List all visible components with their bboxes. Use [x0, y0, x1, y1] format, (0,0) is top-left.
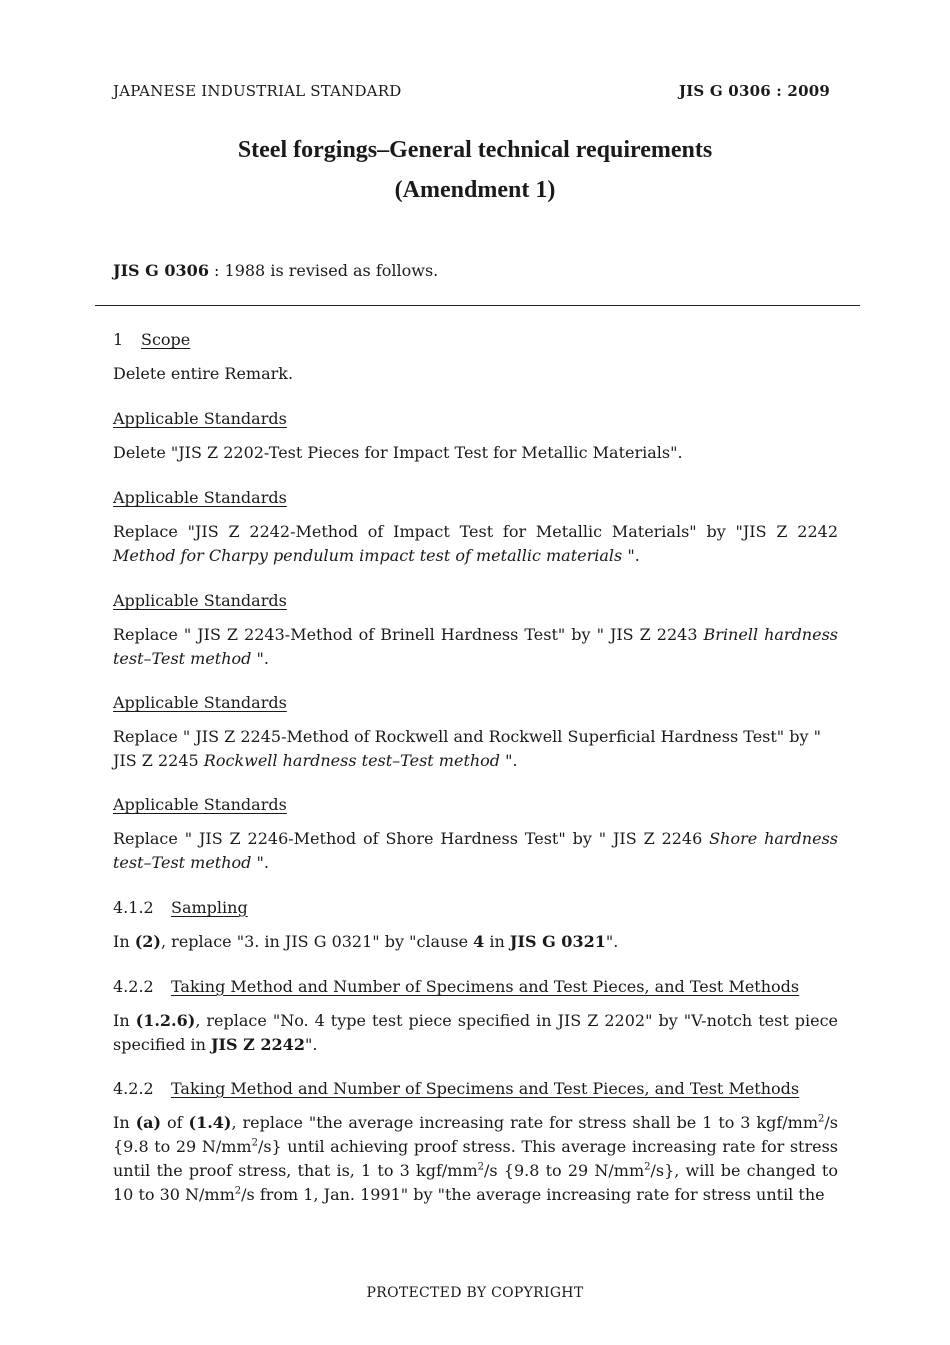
intro-text: : 1988 is revised as follows.	[208, 261, 439, 280]
section-number: 4.1.2	[113, 898, 154, 917]
text-run: In	[113, 932, 135, 951]
text-run: ".	[622, 546, 640, 565]
section-applicable-standards-5	[113, 793, 838, 875]
text-bold: (1.4)	[188, 1113, 232, 1132]
section-taking-method-1	[113, 975, 838, 1057]
intro-code: JIS G 0306	[113, 261, 209, 280]
text-run: of	[161, 1113, 189, 1132]
text-run: ".	[605, 932, 619, 951]
text-bold: (2)	[134, 932, 161, 951]
section-title: Scope	[141, 330, 191, 349]
section-number: 4.2.2	[113, 977, 154, 996]
section-title: Applicable Standards	[113, 795, 287, 814]
text-run: /s} until achieving proof stress. This average increasing rate for stress until the proof stress, that is, 1 to 3 kgf/mm	[113, 1137, 838, 1180]
copyright-footer: PROTECTED BY COPYRIGHT	[366, 1285, 584, 1301]
section-title: Taking Method and Number of Specimens and Test Pieces, and Test Methods	[171, 977, 800, 996]
section-text	[113, 623, 838, 671]
section-title: Applicable Standards	[113, 488, 287, 507]
text-run: /s}, will be changed to 10 to 30 N/mm	[113, 1161, 838, 1204]
section-scope	[113, 328, 838, 386]
standard-type-label: JAPANESE INDUSTRIAL STANDARD	[113, 82, 402, 100]
text-bold: JIS Z 2242	[210, 1035, 305, 1054]
text-run: Replace " JIS Z 2245-Method of Rockwell and Rockwell Superficial Hardness Test" by " JIS Z 2245	[113, 727, 821, 770]
text-run: In	[113, 1011, 136, 1030]
text-run: Replace " JIS Z 2246-Method of Shore Hardness Test" by " JIS Z 2246	[113, 829, 710, 848]
intro-statement	[113, 261, 438, 280]
section-number: 4.2.2	[113, 1079, 154, 1098]
section-sampling	[113, 896, 838, 954]
section-text	[113, 725, 838, 773]
text-bold: 4	[473, 932, 485, 951]
section-applicable-standards-4	[113, 691, 838, 773]
text-run: in	[484, 932, 510, 951]
text-run: Replace "JIS Z 2242-Method of Impact Test for Metallic Materials" by "JIS Z 2242	[113, 522, 838, 541]
section-text	[113, 1009, 838, 1057]
section-applicable-standards-1	[113, 407, 838, 465]
text-run: ".	[500, 751, 518, 770]
section-text	[113, 520, 838, 568]
text-run: In	[113, 1113, 136, 1132]
superscript: 2	[644, 1161, 651, 1173]
text-bold: (a)	[135, 1113, 162, 1132]
text-run: , replace "No. 4 type test piece specified in JIS Z 2202" by "V-notch test piece specified in	[113, 1011, 838, 1054]
section-text	[113, 930, 838, 954]
divider	[95, 305, 860, 306]
section-number: 1	[113, 330, 124, 349]
text-run: ".	[251, 853, 269, 872]
superscript: 2	[477, 1161, 484, 1173]
section-title: Applicable Standards	[113, 591, 287, 610]
text-run: /s {9.8 to 29 N/mm	[484, 1161, 645, 1180]
text-bold: JIS G 0321	[509, 932, 606, 951]
text-run: Replace " JIS Z 2243-Method of Brinell Hardness Test" by " JIS Z 2243	[113, 625, 704, 644]
superscript: 2	[818, 1113, 825, 1125]
superscript: 2	[234, 1185, 242, 1197]
text-run: /s {9.8 to 29 N/mm	[113, 1113, 838, 1156]
standard-number: JIS G 0306 : 2009	[678, 82, 830, 100]
document-title: Steel forgings–General technical requirements	[237, 137, 713, 163]
section-title: Taking Method and Number of Specimens and Test Pieces, and Test Methods	[171, 1079, 800, 1098]
text-run: , replace "3. in JIS G 0321" by "clause	[161, 932, 474, 951]
standard-title-italic: Shore hardness test–Test method	[113, 829, 838, 872]
section-taking-method-2	[113, 1077, 838, 1207]
section-text: Delete entire Remark.	[113, 364, 294, 383]
document-subtitle: (Amendment 1)	[394, 177, 556, 203]
standard-title-italic: Brinell hardness test–Test method	[113, 625, 839, 668]
section-applicable-standards-3	[113, 589, 838, 671]
section-applicable-standards-2	[113, 486, 838, 568]
section-text: Delete "JIS Z 2202-Test Pieces for Impact Test for Metallic Materials".	[113, 443, 683, 462]
standard-title-italic: Rockwell hardness test–Test method	[203, 751, 501, 770]
section-text	[113, 1111, 838, 1207]
text-run: , replace "the average increasing rate for stress shall be 1 to 3 kgf/mm	[231, 1113, 819, 1132]
section-title: Applicable Standards	[113, 409, 287, 428]
standard-title-italic: Method for Charpy pendulum impact test of metallic materials	[113, 546, 623, 565]
section-title: Applicable Standards	[113, 693, 287, 712]
text-bold: (1.2.6)	[135, 1011, 196, 1030]
section-text	[113, 827, 838, 875]
superscript: 2	[251, 1137, 258, 1149]
section-title: Sampling	[171, 898, 248, 917]
text-run: /s from 1, Jan. 1991" by "the average increasing rate for stress until the	[241, 1185, 825, 1204]
text-run: ".	[304, 1035, 318, 1054]
text-run: ".	[251, 649, 269, 668]
